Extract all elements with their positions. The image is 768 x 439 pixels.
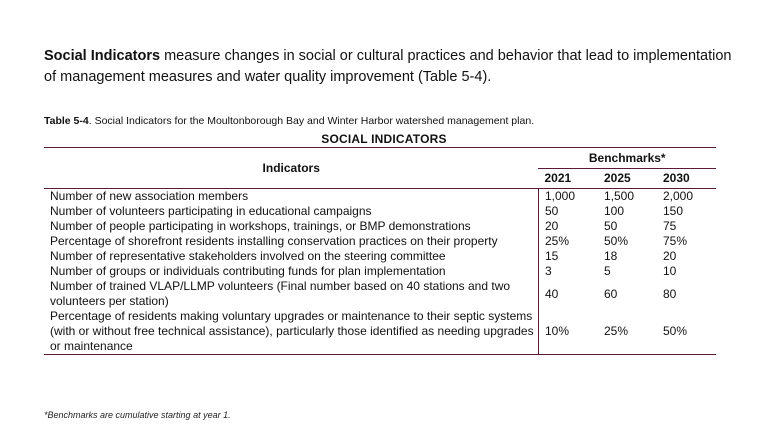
table-row: [44, 219, 716, 234]
row-value-2021: 20: [544, 219, 559, 233]
caption-label: Table 5-4: [44, 115, 89, 127]
intro-text: measure changes in social or cultural practices and behavior that lead to implementation of management measures and water quality improvement (Table 5-4).: [44, 48, 732, 85]
row-value-2021: 10%: [544, 324, 569, 338]
row-value-2030: 2,000: [662, 189, 693, 203]
table-row: [44, 204, 716, 219]
row-indicator: Number of groups or individuals contributing funds for plan implementation: [44, 264, 538, 279]
row-value-2030: 150: [662, 204, 683, 218]
row-indicator: Percentage of residents making voluntary upgrades or maintenance to their septic systems (with or without free technical assistance), particularly those identified as needing upgrades or maintenance: [44, 309, 538, 355]
social-indicators-table: [44, 147, 716, 355]
row-value-2021: 25%: [544, 234, 569, 248]
table-footnote: *Benchmarks are cumulative starting at year 1.: [44, 410, 231, 420]
row-value-2025: 18: [603, 249, 618, 263]
row-value-2025: 50%: [603, 234, 628, 248]
header-indicators: Indicators: [44, 148, 538, 189]
row-value-2025: 50: [603, 219, 618, 233]
row-value-2021: 1,000: [544, 189, 575, 203]
row-value-2030: 20: [662, 249, 677, 263]
table-row: [44, 264, 716, 279]
row-value-2025: 60: [603, 286, 618, 301]
table-row: [44, 189, 716, 205]
table-row: [44, 249, 716, 264]
intro-bold-term: Social Indicators: [44, 48, 161, 64]
row-indicator: Number of people participating in workshops, trainings, or BMP demonstrations: [44, 219, 538, 234]
table-caption: [44, 115, 744, 127]
row-value-2030: 50%: [662, 324, 687, 338]
header-benchmarks: Benchmarks*: [588, 151, 666, 165]
row-value-2021: 3: [544, 264, 552, 278]
table-row: [44, 234, 716, 249]
row-value-2025: 5: [603, 264, 611, 278]
table-title: SOCIAL INDICATORS: [321, 132, 447, 146]
intro-paragraph: [44, 46, 734, 88]
row-indicator: Number of representative stakeholders involved on the steering committee: [44, 249, 538, 264]
row-value-2030: 80: [662, 286, 677, 301]
row-indicator: Number of volunteers participating in educational campaigns: [44, 204, 538, 219]
row-indicator: Percentage of shorefront residents installing conservation practices on their property: [44, 234, 538, 249]
row-value-2025: 100: [603, 204, 624, 218]
row-value-2025: 1,500: [603, 189, 634, 203]
row-value-2021: 50: [544, 204, 559, 218]
row-value-2021: 15: [544, 249, 559, 263]
caption-text: . Social Indicators for the Moultonborough Bay and Winter Harbor watershed management plan.: [88, 115, 535, 127]
row-indicator: Number of new association members: [44, 189, 538, 205]
row-value-2030: 10: [662, 264, 677, 278]
row-value-2021: 40: [544, 286, 559, 301]
table-row: [44, 279, 716, 309]
header-year-2030: 2030: [657, 169, 716, 189]
row-value-2030: 75: [662, 219, 677, 233]
header-year-2025: 2025: [598, 169, 657, 189]
row-indicator: Number of trained VLAP/LLMP volunteers (Final number based on 40 stations and two volunteers per station): [44, 279, 538, 309]
table-row: [44, 309, 716, 355]
header-year-2021: 2021: [538, 169, 598, 189]
row-value-2030: 75%: [662, 234, 687, 248]
row-value-2025: 25%: [603, 324, 628, 338]
